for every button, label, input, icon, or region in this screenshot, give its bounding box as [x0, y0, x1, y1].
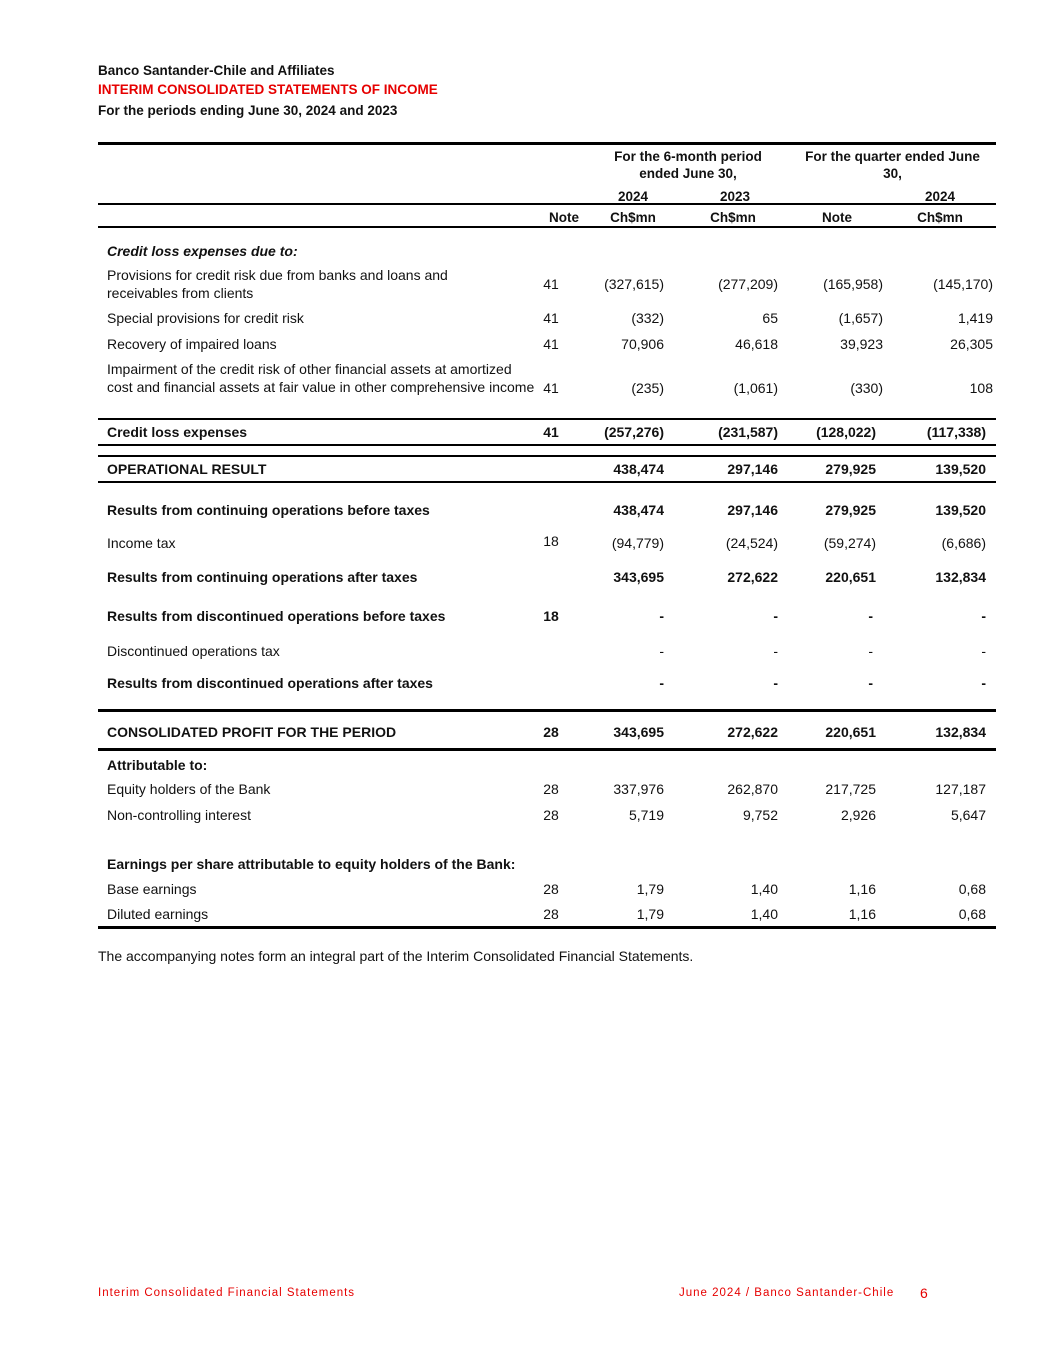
row-label: Attributable to:: [107, 757, 208, 773]
row-value-6m-2023: (24,524): [725, 535, 778, 551]
row-label: Impairment of the credit risk of other financial assets at amortized cost and financial assets at fair value in other comprehensive income: [107, 361, 535, 395]
row-note: 41: [543, 310, 559, 326]
statement-title: INTERIM CONSOLIDATED STATEMENTS OF INCOME: [98, 82, 438, 97]
row-value-q-2024: 132,834: [935, 569, 986, 585]
row-value-q-a: 279,925: [825, 461, 876, 477]
row-value-q-2024: 139,520: [935, 502, 986, 518]
row-note: 41: [543, 380, 559, 396]
row-value-q-a: 279,925: [825, 502, 876, 518]
row-label: Credit loss expenses due to:: [107, 243, 298, 259]
row-value-6m-2023: 46,618: [735, 336, 778, 352]
row-value-6m-2023: 272,622: [727, 569, 778, 585]
row-value-6m-2023: 65: [762, 310, 778, 326]
row-value-6m-2023: 9,752: [742, 807, 778, 823]
row-value-q-2024: 0,68: [958, 906, 986, 922]
row-value-q-2024: 0,68: [958, 881, 986, 897]
row-value-q-a: -: [868, 675, 873, 691]
rule: [98, 418, 996, 420]
row-value-q-a: 220,651: [825, 724, 876, 740]
row-value-6m-2024: (332): [631, 310, 664, 326]
row-value-q-2024: -: [981, 643, 986, 659]
column-year-2023: 2023: [719, 189, 751, 204]
rule: [98, 709, 996, 712]
row-value-6m-2023: (1,061): [733, 380, 778, 396]
row-value-6m-2023: (231,587): [718, 424, 778, 440]
row-label: Recovery of impaired loans: [107, 336, 277, 352]
row-value-q-a: 1,16: [848, 906, 876, 922]
row-label: Results from continuing operations after taxes: [107, 569, 418, 585]
row-note: 28: [543, 881, 559, 897]
row-value-6m-2023: 272,622: [727, 724, 778, 740]
column-note-2: Note: [822, 210, 852, 225]
row-label: OPERATIONAL RESULT: [107, 461, 267, 477]
company-name: Banco Santander-Chile and Affiliates: [98, 63, 335, 78]
row-value-6m-2023: -: [773, 608, 778, 624]
row-value-q-2024: 108: [969, 380, 993, 396]
row-value-6m-2024: -: [659, 675, 664, 691]
row-value-q-a: 217,725: [825, 781, 876, 797]
footer-right: June 2024 / Banco Santander-Chile: [679, 1287, 895, 1299]
row-label: Discontinued operations tax: [107, 643, 280, 659]
row-value-6m-2024: 337,976: [613, 781, 664, 797]
row-value-q-2024: 1,419: [957, 310, 993, 326]
row-value-q-2024: (6,686): [941, 535, 986, 551]
column-group-quarter: For the quarter ended June 30,: [805, 149, 980, 181]
row-value-6m-2023: (277,209): [718, 276, 778, 292]
row-label: Income tax: [107, 535, 176, 551]
row-label: Credit loss expenses: [107, 424, 248, 440]
header-bottom-rule: [98, 226, 996, 228]
row-label: Earnings per share attributable to equity holders of the Bank:: [107, 856, 516, 872]
row-value-6m-2023: 1,40: [750, 881, 778, 897]
row-value-q-a: (330): [850, 380, 883, 396]
row-value-6m-2024: (327,615): [604, 276, 664, 292]
row-label: Results from continuing operations before taxes: [107, 502, 430, 518]
footer-left: Interim Consolidated Financial Statements: [98, 1287, 356, 1299]
column-unit-1: Ch$mn: [610, 210, 656, 225]
row-value-6m-2023: 297,146: [727, 461, 778, 477]
row-label: Provisions for credit risk due from banks and loans and receivables from clients: [107, 267, 448, 301]
row-note: 41: [543, 424, 559, 440]
column-year-2024-b: 2024: [924, 189, 956, 204]
period-subtitle: For the periods ending June 30, 2024 and 2023: [98, 103, 398, 118]
row-value-q-a: 220,651: [825, 569, 876, 585]
row-value-q-2024: 127,187: [935, 781, 986, 797]
column-unit-2: Ch$mn: [710, 210, 756, 225]
row-value-q-2024: 132,834: [935, 724, 986, 740]
row-value-q-2024: (117,338): [926, 424, 986, 440]
row-value-6m-2024: 343,695: [613, 569, 664, 585]
row-value-q-a: (165,958): [823, 276, 883, 292]
row-value-q-a: (59,274): [823, 535, 876, 551]
rule: [98, 455, 996, 457]
row-value-6m-2023: 297,146: [727, 502, 778, 518]
row-note: 28: [543, 781, 559, 797]
row-value-6m-2024: (94,779): [611, 535, 664, 551]
row-value-q-2024: (145,170): [933, 276, 993, 292]
row-value-q-2024: 5,647: [950, 807, 986, 823]
row-note: 41: [543, 336, 559, 352]
row-label: Results from discontinued operations before taxes: [107, 608, 446, 624]
row-value-q-a: (1,657): [838, 310, 883, 326]
column-year-2024-a: 2024: [617, 189, 649, 204]
row-value-q-2024: 26,305: [950, 336, 993, 352]
row-value-6m-2024: 70,906: [621, 336, 664, 352]
footnote: The accompanying notes form an integral part of the Interim Consolidated Financial Statements.: [98, 948, 694, 964]
row-value-6m-2023: -: [773, 643, 778, 659]
rule: [98, 481, 996, 483]
row-label: Special provisions for credit risk: [107, 310, 304, 326]
row-note: 18: [543, 533, 559, 549]
row-value-q-a: 39,923: [840, 336, 883, 352]
row-value-6m-2023: -: [773, 675, 778, 691]
column-group-6-month: For the 6-month period ended June 30,: [614, 149, 762, 181]
row-value-6m-2024: 5,719: [628, 807, 664, 823]
row-label: Diluted earnings: [107, 906, 209, 922]
row-value-6m-2024: 1,79: [636, 906, 664, 922]
row-value-6m-2024: 438,474: [613, 502, 664, 518]
column-unit-4: Ch$mn: [917, 210, 963, 225]
row-note: 28: [543, 906, 559, 922]
row-label: Base earnings: [107, 881, 197, 897]
row-value-6m-2024: 1,79: [636, 881, 664, 897]
row-value-6m-2024: (235): [631, 380, 664, 396]
row-value-q-a: -: [868, 643, 873, 659]
row-note: 28: [543, 724, 559, 740]
row-note: 28: [543, 807, 559, 823]
row-note: 41: [543, 276, 559, 292]
table-top-rule: [98, 142, 996, 145]
header-rule: [98, 203, 996, 205]
row-value-q-2024: -: [981, 675, 986, 691]
rule: [98, 748, 996, 751]
row-value-q-a: (128,022): [816, 424, 876, 440]
table-bottom-rule: [98, 926, 996, 929]
row-label: CONSOLIDATED PROFIT FOR THE PERIOD: [107, 724, 397, 740]
page-number: 6: [920, 1285, 928, 1301]
row-value-6m-2023: 1,40: [750, 906, 778, 922]
rule: [98, 444, 996, 446]
row-value-q-2024: -: [981, 608, 986, 624]
row-value-6m-2024: 343,695: [613, 724, 664, 740]
row-value-6m-2024: 438,474: [613, 461, 664, 477]
row-value-6m-2023: 262,870: [727, 781, 778, 797]
row-note: 18: [543, 608, 559, 624]
column-note: Note: [549, 210, 579, 225]
row-value-q-a: -: [868, 608, 873, 624]
row-label: Results from discontinued operations after taxes: [107, 675, 433, 691]
row-value-q-a: 2,926: [840, 807, 876, 823]
row-value-6m-2024: -: [659, 608, 664, 624]
row-label: Non-controlling interest: [107, 807, 251, 823]
row-value-6m-2024: (257,276): [604, 424, 664, 440]
row-value-6m-2024: -: [659, 643, 664, 659]
row-label: Equity holders of the Bank: [107, 781, 271, 797]
row-value-q-2024: 139,520: [935, 461, 986, 477]
row-value-q-a: 1,16: [848, 881, 876, 897]
